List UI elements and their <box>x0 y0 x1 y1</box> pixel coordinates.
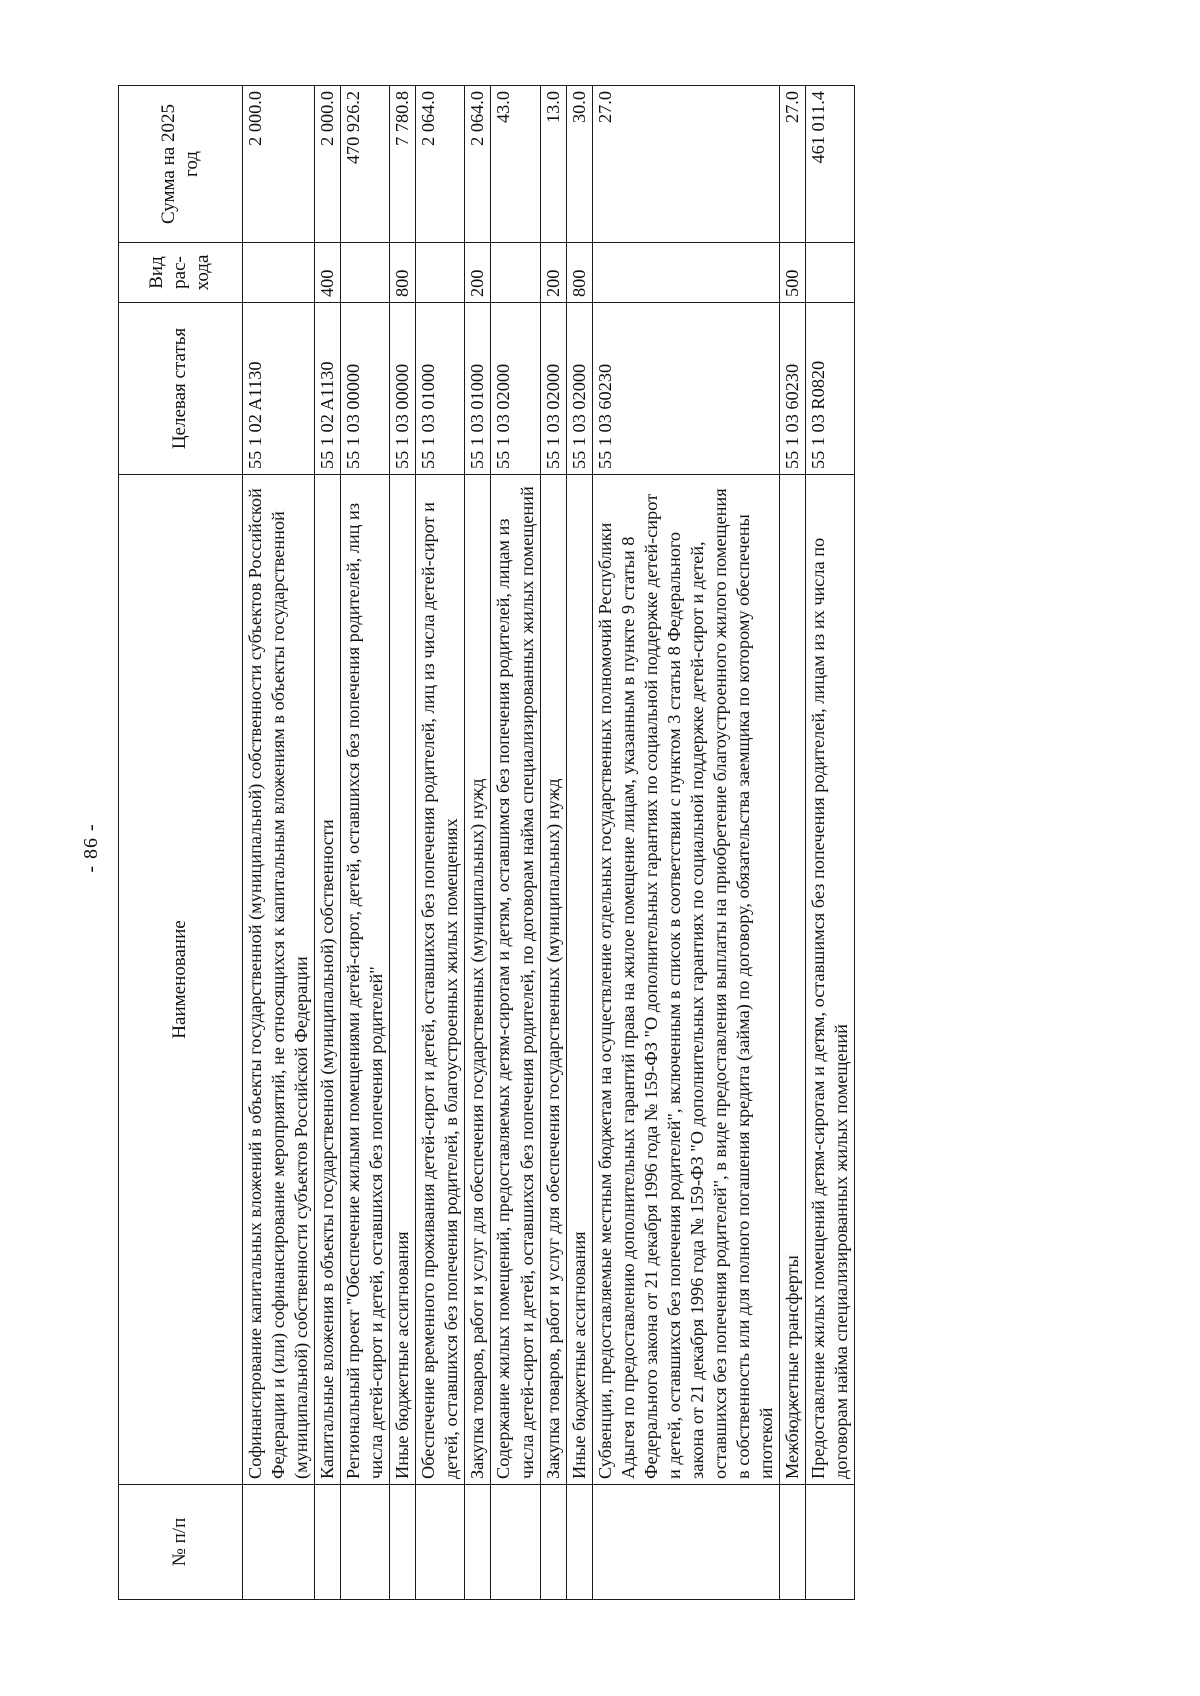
table-row <box>390 86 416 1600</box>
header-sum: Сумма на 2025 год <box>119 86 243 243</box>
row-num <box>592 1485 779 1600</box>
row-sum: 7 780.8 <box>390 86 416 243</box>
row-name: Иные бюджетные ассигнования <box>390 475 416 1485</box>
row-name: Региональный проект "Обеспечение жилыми помещениями детей-сирот, детей, оставшихся без попечения родителей, лиц из числа детей-сирот и детей, оставшихся без попечения родителей" <box>341 475 390 1485</box>
row-kind: 200 <box>540 243 566 303</box>
row-code: 55 1 02 A1130 <box>243 303 315 475</box>
table-row <box>491 86 540 1600</box>
row-kind: 200 <box>465 243 491 303</box>
row-num <box>390 1485 416 1600</box>
row-kind <box>491 243 540 303</box>
table-row <box>780 86 806 1600</box>
row-name: Закупка товаров, работ и услуг для обеспечения государственных (муниципальных) нужд <box>465 475 491 1485</box>
row-sum: 27.0 <box>592 86 779 243</box>
page-number: - 86 - <box>80 823 102 873</box>
row-num <box>540 1485 566 1600</box>
table-row <box>566 86 592 1600</box>
row-kind <box>592 243 779 303</box>
table-row <box>315 86 341 1600</box>
table-row <box>592 86 779 1600</box>
row-code: 55 1 02 A1130 <box>315 303 341 475</box>
row-code: 55 1 03 R0820 <box>806 303 855 475</box>
row-code: 55 1 03 01000 <box>416 303 465 475</box>
table-row <box>243 86 315 1600</box>
row-name: Иные бюджетные ассигнования <box>566 475 592 1485</box>
row-code: 55 1 03 00000 <box>341 303 390 475</box>
row-name: Закупка товаров, работ и услуг для обеспечения государственных (муниципальных) нужд <box>540 475 566 1485</box>
row-sum: 470 926.2 <box>341 86 390 243</box>
row-num <box>806 1485 855 1600</box>
row-name: Субвенции, предоставляемые местным бюджетам на осуществление отдельных государственных полномочий Республики Адыгея по предоставлению дополнительных гарантий права на жилое помещение лицам, указанным в пункте 9 статьи 8 Федерального закона от 21 декабря 1996 года № 159-ФЗ "О дополнительных гарантиях по социальной поддержке детей-сирот и детей, оставшихся без попечения родителей", включенным в список в соответствии с пунктом 3 статьи 8 Федерального закона от 21 декабря 1996 года № 159-ФЗ "О дополнительных гарантиях по социальной поддержке детей-сирот и детей, оставшихся без попечения родителей", в виде предоставления выплаты на приобретение благоустроенного жилого помещения в собственность или для полного погашения кредита (займа) по договору, обязательства заемщика по которому обеспечены ипотекой <box>592 475 779 1485</box>
table-header <box>119 86 243 1600</box>
row-sum: 2 064.0 <box>465 86 491 243</box>
row-code: 55 1 03 60230 <box>592 303 779 475</box>
row-sum: 13.0 <box>540 86 566 243</box>
row-sum: 2 000.0 <box>315 86 341 243</box>
row-sum: 27.0 <box>780 86 806 243</box>
row-sum: 30.0 <box>566 86 592 243</box>
table-row <box>806 86 855 1600</box>
table-row <box>540 86 566 1600</box>
row-num <box>780 1485 806 1600</box>
row-name: Содержание жилых помещений, предоставляемых детям-сиротам и детям, оставшимся без попечения родителей, лицам из числа детей-сирот и детей, оставшихся без попечения родителей, по договорам найма специализированных жилых помещений <box>491 475 540 1485</box>
row-num <box>566 1485 592 1600</box>
row-kind <box>341 243 390 303</box>
row-kind: 400 <box>315 243 341 303</box>
row-kind <box>243 243 315 303</box>
row-num <box>315 1485 341 1600</box>
row-sum: 2 000.0 <box>243 86 315 243</box>
budget-table <box>118 85 855 1600</box>
row-num <box>491 1485 540 1600</box>
row-code: 55 1 03 00000 <box>390 303 416 475</box>
row-name: Капитальные вложения в объекты государственной (муниципальной) собственности <box>315 475 341 1485</box>
row-code: 55 1 03 02000 <box>566 303 592 475</box>
row-code: 55 1 03 02000 <box>491 303 540 475</box>
row-num <box>341 1485 390 1600</box>
row-num <box>465 1485 491 1600</box>
row-sum: 2 064.0 <box>416 86 465 243</box>
row-kind: 500 <box>780 243 806 303</box>
row-num <box>416 1485 465 1600</box>
table-row <box>465 86 491 1600</box>
row-sum: 461 011.4 <box>806 86 855 243</box>
row-code: 55 1 03 01000 <box>465 303 491 475</box>
header-code: Целевая статья <box>119 303 243 475</box>
table-body <box>243 86 855 1600</box>
header-name: Наименование <box>119 475 243 1485</box>
row-code: 55 1 03 60230 <box>780 303 806 475</box>
table-row <box>341 86 390 1600</box>
row-name: Обеспечение временного проживания детей-сирот и детей, оставшихся без попечения родителей, лиц из числа детей-сирот и детей, оставшихся без попечения родителей, в благоустроенных жилых помещениях <box>416 475 465 1485</box>
row-kind <box>806 243 855 303</box>
row-name: Софинансирование капитальных вложений в объекты государственной (муниципальной) собственности субъектов Российской Федерации и (или) софинансирование мероприятий, не относящихся к капитальным вложениям в объекты государственной (муниципальной) собственности субъектов Российской Федерации <box>243 475 315 1485</box>
row-kind: 800 <box>390 243 416 303</box>
table-row <box>416 86 465 1600</box>
row-name: Межбюджетные трансферты <box>780 475 806 1485</box>
header-num: № п/п <box>119 1485 243 1600</box>
header-kind: Вид рас-хода <box>119 243 243 303</box>
row-num <box>243 1485 315 1600</box>
row-kind: 800 <box>566 243 592 303</box>
row-name: Предоставление жилых помещений детям-сиротам и детям, оставшимся без попечения родителей, лицам из их числа по договорам найма специализированных жилых помещений <box>806 475 855 1485</box>
row-code: 55 1 03 02000 <box>540 303 566 475</box>
row-sum: 43.0 <box>491 86 540 243</box>
row-kind <box>416 243 465 303</box>
header-row <box>119 86 243 1600</box>
